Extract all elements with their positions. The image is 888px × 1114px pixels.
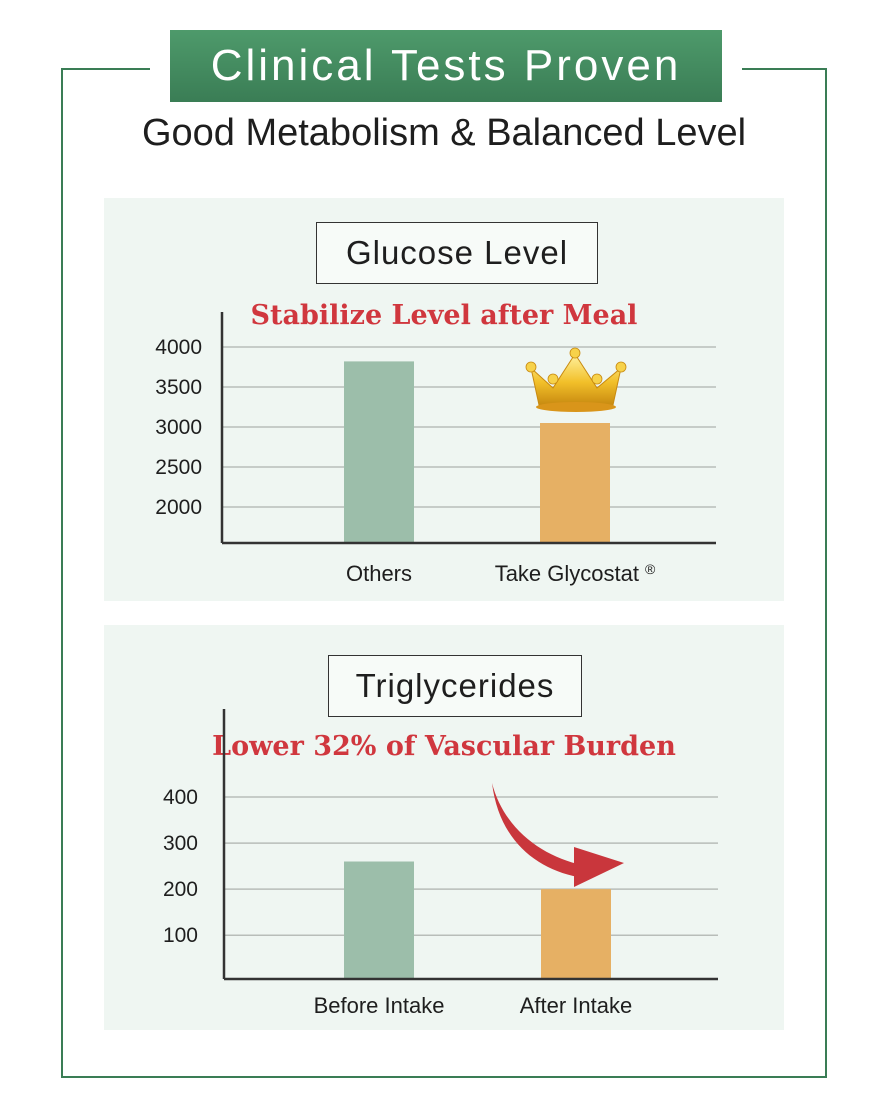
crown-icon	[526, 348, 626, 412]
triglycerides-chart-title: Triglycerides	[328, 655, 582, 717]
y-tick-label: 400	[162, 786, 198, 809]
glucose-panel	[104, 198, 784, 601]
registered-mark: ®	[644, 561, 656, 577]
y-tick-label: 200	[162, 878, 198, 902]
glucose-chart	[104, 198, 784, 601]
y-tick-label: 2500	[155, 456, 202, 479]
y-tick-label: 100	[162, 924, 198, 948]
page-title: Clinical Tests Proven	[170, 30, 722, 102]
page-subtitle: Good Metabolism & Balanced Level	[141, 112, 747, 154]
triglycerides-claim: Lower 32% of Vascular Burden	[212, 731, 676, 762]
y-tick-label: 300	[162, 832, 198, 856]
x-category-label: Take Glycostat ®	[494, 561, 656, 586]
bar-product	[541, 889, 611, 979]
triglycerides-chart	[104, 625, 784, 1030]
glucose-claim: Stabilize Level after Meal	[250, 300, 638, 331]
y-tick-label: 3500	[155, 376, 202, 399]
bar-control	[344, 361, 414, 543]
down-arrow-icon	[492, 783, 624, 887]
y-tick-label: 3000	[155, 416, 202, 439]
triglycerides-panel	[104, 625, 784, 1030]
y-tick-label: 2000	[155, 496, 202, 519]
bar-control	[344, 862, 414, 979]
glucose-chart-title: Glucose Level	[316, 222, 598, 284]
y-tick-label: 4000	[155, 336, 202, 359]
x-category-label: After Intake	[519, 993, 633, 1018]
x-category-label: Others	[345, 561, 413, 586]
bar-product	[540, 423, 610, 543]
x-category-label: Before Intake	[313, 993, 445, 1018]
